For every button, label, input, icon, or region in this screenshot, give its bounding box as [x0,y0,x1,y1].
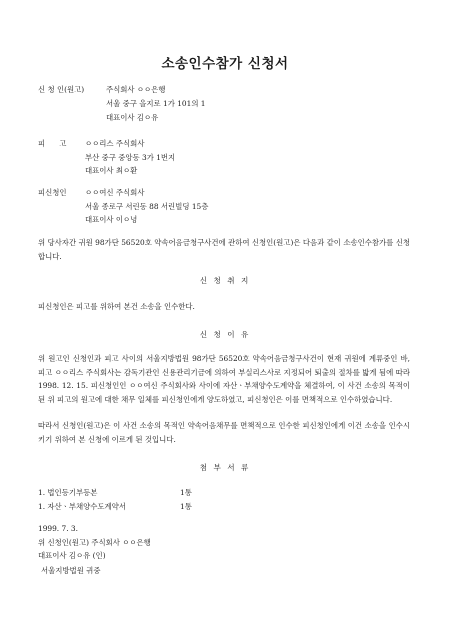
defendant-label: 피 고 [38,139,67,148]
attachment-item-name: 1. 법인등기부등본 [38,488,98,497]
defendant-address: 부산 중구 중앙동 3가 1번지 [85,153,176,162]
attachment-item-count: 1통 [180,502,192,511]
respondent-representative: 대표이사 이ㅇ녕 [85,215,138,224]
respondent-address: 서울 종로구 서린동 88 서린빌딩 15층 [85,202,209,211]
attachment-item-count: 1통 [180,488,192,497]
applicant-address: 서울 중구 을지로 1가 101의 1 [106,99,206,108]
applicant-name: 주식회사 ㅇㅇ은행 [106,85,166,94]
intro-paragraph: 위 당사자간 귀원 98가단 56520호 약속어음금청구사건에 관하여 신청인(원고)은 다음과 같이 소송인수참가를 신청합니다. [38,238,410,261]
defendant-name: ㅇㅇ리스 주식회사 [85,139,145,148]
purpose-text: 피신청인은 피고를 위하여 본건 소송을 인수한다. [38,302,195,311]
reason-heading: 신 청 이 유 [199,330,251,339]
reason-paragraph-2: 따라서 신청인(원고)은 이 사건 소송의 목적인 약속어음채무를 면책적으로 인수한 피신청인에게 이건 소송을 인수시키기 위하여 본 신청에 이르게 된 것입니다. [38,421,410,444]
respondent-name: ㅇㅇ여신 주식회사 [85,188,145,197]
attachments-heading: 첨 부 서 류 [199,463,251,472]
signer-representative: 대표이사 김ㅇ유 (인) [38,551,106,560]
purpose-heading: 신 청 취 지 [199,276,251,285]
document-title: 소송인수참가 신청서 [161,56,289,72]
applicant-representative: 대표이사 김ㅇ유 [106,113,159,122]
court-addressee: 서울지방법원 귀중 [41,566,101,575]
applicant-label: 신 청 인(원고) [38,85,85,94]
signer-line: 위 신청인(원고) 주식회사 ㅇㅇ은행 [38,538,151,547]
reason-paragraph: 위 원고인 신청인과 피고 사이의 서울지방법원 98가단 56520호 약속어음금청구사건이 현재 귀원에 계류중인 바, 피고 ㅇㅇ리스 주식회사는 감독기관인 신용관리기금에 의하여 부실리스사로 지정되어 퇴출의 절차를 밟게 됨에 따라 1998. 12. 15. 피신청인인 ㅇㅇ여신 주식회사와 사이에 자산ㆍ부채양수도계약을 체결하여, 이 사건 소송의 목적이 된 위 피고의 원고에 대한 채무 일체를 피신청인에게 양도하였고, 피신청인은 이를 면책적으로 인수하였습니다. [38,354,410,404]
document-date: 1999. 7. 3. [38,524,78,533]
defendant-representative: 대표이사 최ㅇ환 [85,166,138,175]
respondent-label: 피신청인 [38,188,67,197]
attachment-item-name: 1. 자산ㆍ부채양수도계약서 [38,502,126,511]
